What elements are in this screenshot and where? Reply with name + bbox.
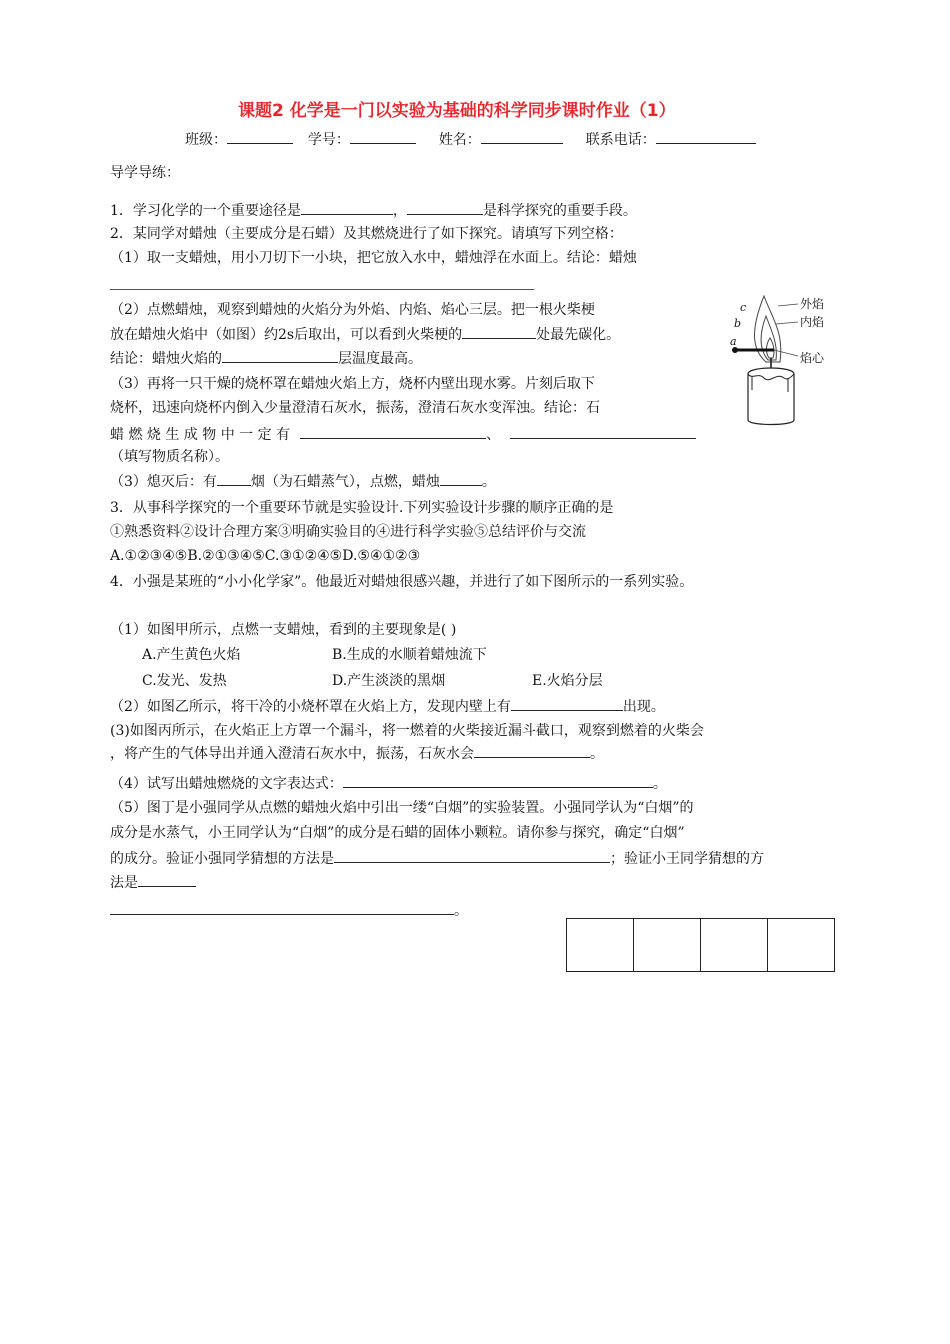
q4-part-3-line-1: (3)如图丙所示，在火焰正上方罩一个漏斗，将一燃着的火柴接近漏斗截口，观察到燃着的火柴会 xyxy=(110,723,704,739)
q2-p3-text-a: 蜡 燃 烧 生 成 物 中 一 定 有 xyxy=(110,427,291,443)
q4-p5-text-b: ；验证小王同学猜想的方 xyxy=(610,851,764,867)
q2-p4-text-b: 烟（为石蜡蒸气），点燃，蜡烛 xyxy=(250,474,440,490)
q2-p4-blank-1[interactable] xyxy=(217,471,251,486)
question-1 xyxy=(110,200,637,221)
q4-part-2 xyxy=(110,696,665,717)
q4-p5-text-a: 的成分。验证小强同学猜想的方法是 xyxy=(110,851,334,867)
q2-p2-text-c: 结论：蜡烛火焰的 xyxy=(110,351,222,367)
q4-option-d: D.产生淡淡的黑烟 xyxy=(332,673,446,689)
q4-p3-text-a: ，将产生的气体导出并通入澄清石灰水中，振荡，石灰水会 xyxy=(110,746,474,762)
label-flame-core: 焰心 xyxy=(800,351,825,365)
q4-p5-text-d: 。 xyxy=(454,903,468,919)
q2-p4-blank-2[interactable] xyxy=(440,471,482,486)
figure-cell-3 xyxy=(701,919,768,972)
q2-part-1-answer-line[interactable] xyxy=(110,289,534,290)
q2-p4-text-a: （3）熄灭后：有 xyxy=(110,474,217,490)
figure-cell-1 xyxy=(567,919,634,972)
question-2-intro: 2．某同学对蜡烛（主要成分是石蜡）及其燃烧进行了如下探究。请填写下列空格： xyxy=(110,226,623,242)
q4-p2-blank[interactable] xyxy=(511,696,623,711)
q4-p2-text-b: 出现。 xyxy=(622,699,665,715)
q4-part-5-line-5 xyxy=(110,900,468,921)
q4-part-4 xyxy=(110,773,667,794)
id-label: 学号： xyxy=(307,132,350,148)
figure-grid xyxy=(566,918,835,972)
q4-option-b: B.生成的水顺着蜡烛流下 xyxy=(332,647,487,663)
q4-p4-blank[interactable] xyxy=(343,773,653,788)
q2-p2-text-a: 放在蜡烛火焰中（如图）约2s后取出，可以看到火柴梗的 xyxy=(110,327,463,343)
q4-p5-blank-3[interactable] xyxy=(110,900,454,915)
label-letter-c: c xyxy=(740,301,747,314)
q4-p5-blank-1[interactable] xyxy=(334,848,610,863)
q2-part-3-line-2: 烧杯，迅速向烧杯内倒入少量澄清石灰水，振荡，澄清石灰水变浑浊。结论：石 xyxy=(110,400,600,416)
q4-option-e: E.火焰分层 xyxy=(532,673,603,689)
q4-part-5-line-1: （5）图丁是小强同学从点燃的蜡烛火焰中引出一缕“白烟”的实验装置。小强同学认为“白烟”的 xyxy=(110,800,694,816)
q4-part-3-line-2 xyxy=(110,743,604,764)
q2-part-2-line-2 xyxy=(110,324,620,345)
q4-part-5-line-4 xyxy=(110,872,196,893)
figure-cell-2 xyxy=(634,919,701,972)
q2-p3-blank-1[interactable] xyxy=(300,424,486,439)
q4-option-c: C.发光、发热 xyxy=(142,673,227,689)
q2-p2-text-b: 处最先碳化。 xyxy=(536,327,621,343)
q2-part-3-line-1: （3）再将一只干燥的烧杯罩在蜡烛火焰上方，烧杯内壁出现水雾。片刻后取下 xyxy=(110,376,595,392)
page-title: 课题2 化学是一门以实验为基础的科学同步课时作业（1） xyxy=(238,101,676,121)
q4-part-1: （1）如图甲所示，点燃一支蜡烛，看到的主要现象是( ) xyxy=(110,622,457,638)
q2-part-3-line-4: （填写物质名称）。 xyxy=(110,449,229,465)
q4-p4-text-b: 。 xyxy=(652,776,667,792)
figure-cell-4 xyxy=(768,919,835,972)
class-label: 班级： xyxy=(185,132,227,148)
name-label: 姓名： xyxy=(438,132,481,148)
q2-part-2-line-1: （2）点燃蜡烛，观察到蜡烛的火焰分为外焰、内焰、焰心三层。把一根火柴梗 xyxy=(110,302,595,318)
q2-p2-blank-2[interactable] xyxy=(222,348,338,363)
label-letter-b: b xyxy=(734,317,742,330)
q2-part-2-line-3 xyxy=(110,348,422,369)
question-3-options: A.①②③④⑤B.②①③④⑤C.③①②④⑤D.⑤④①②③ xyxy=(110,548,421,564)
q2-part-3-line-3 xyxy=(110,424,696,445)
phone-field[interactable] xyxy=(656,129,756,144)
q2-p3-blank-2[interactable] xyxy=(510,424,696,439)
question-3-stem: 3．从事科学探究的一个重要环节就是实验设计.下列实验设计步骤的顺序正确的是 xyxy=(110,500,614,516)
q4-part-5-line-3 xyxy=(110,848,764,869)
q2-p3-text-b: 、 xyxy=(486,427,501,443)
q1-blank-1[interactable] xyxy=(301,200,393,215)
q4-p3-text-b: 。 xyxy=(590,746,604,762)
header-fields xyxy=(185,129,756,150)
question-3-steps: ①熟悉资料②设计合理方案③明确实验目的④进行科学实验⑤总结评价与交流 xyxy=(110,524,586,540)
candle-flame-figure xyxy=(728,288,838,428)
class-field[interactable] xyxy=(227,129,293,144)
q4-p3-blank[interactable] xyxy=(474,743,590,758)
q1-text-a: 1．学习化学的一个重要途径是 xyxy=(110,203,301,219)
q4-p5-text-c: 法是 xyxy=(110,875,138,891)
q1-blank-2[interactable] xyxy=(407,200,483,215)
label-outer-flame: 外焰 xyxy=(800,297,825,311)
phone-label: 联系电话： xyxy=(585,132,656,148)
q1-text-c: 是科学探究的重要手段。 xyxy=(482,203,637,219)
q2-p2-text-d: 层温度最高。 xyxy=(338,351,422,367)
label-letter-a: a xyxy=(730,335,737,348)
q2-part-1: （1）取一支蜡烛，用小刀切下一小块，把它放入水中，蜡烛浮在水面上。结论：蜡烛 xyxy=(110,250,637,266)
q4-part-5-line-2: 成分是水蒸气，小王同学认为“白烟”的成分是石蜡的固体小颗粒。请你参与探究，确定“白烟” xyxy=(110,825,685,841)
q4-option-a: A.产生黄色火焰 xyxy=(142,647,241,663)
q1-text-b: ， xyxy=(392,203,407,219)
q4-p5-blank-2[interactable] xyxy=(138,872,196,887)
id-field[interactable] xyxy=(350,129,416,144)
q4-p4-text-a: （4）试写出蜡烛燃烧的文字表达式： xyxy=(110,776,343,792)
question-4-stem: 4．小强是某班的“小小化学家”。他最近对蜡烛很感兴趣，并进行了如下图所示的一系列实验。 xyxy=(110,574,694,590)
q2-p4-text-c: 。 xyxy=(481,474,496,490)
label-inner-flame: 内焰 xyxy=(800,315,825,329)
q2-p2-blank[interactable] xyxy=(462,324,536,339)
guide-heading: 导学导练： xyxy=(110,165,180,181)
q2-part-4 xyxy=(110,471,496,492)
q4-p2-text-a: （2）如图乙所示，将干冷的小烧杯罩在火焰上方，发现内壁上有 xyxy=(110,699,511,715)
name-field[interactable] xyxy=(481,129,563,144)
